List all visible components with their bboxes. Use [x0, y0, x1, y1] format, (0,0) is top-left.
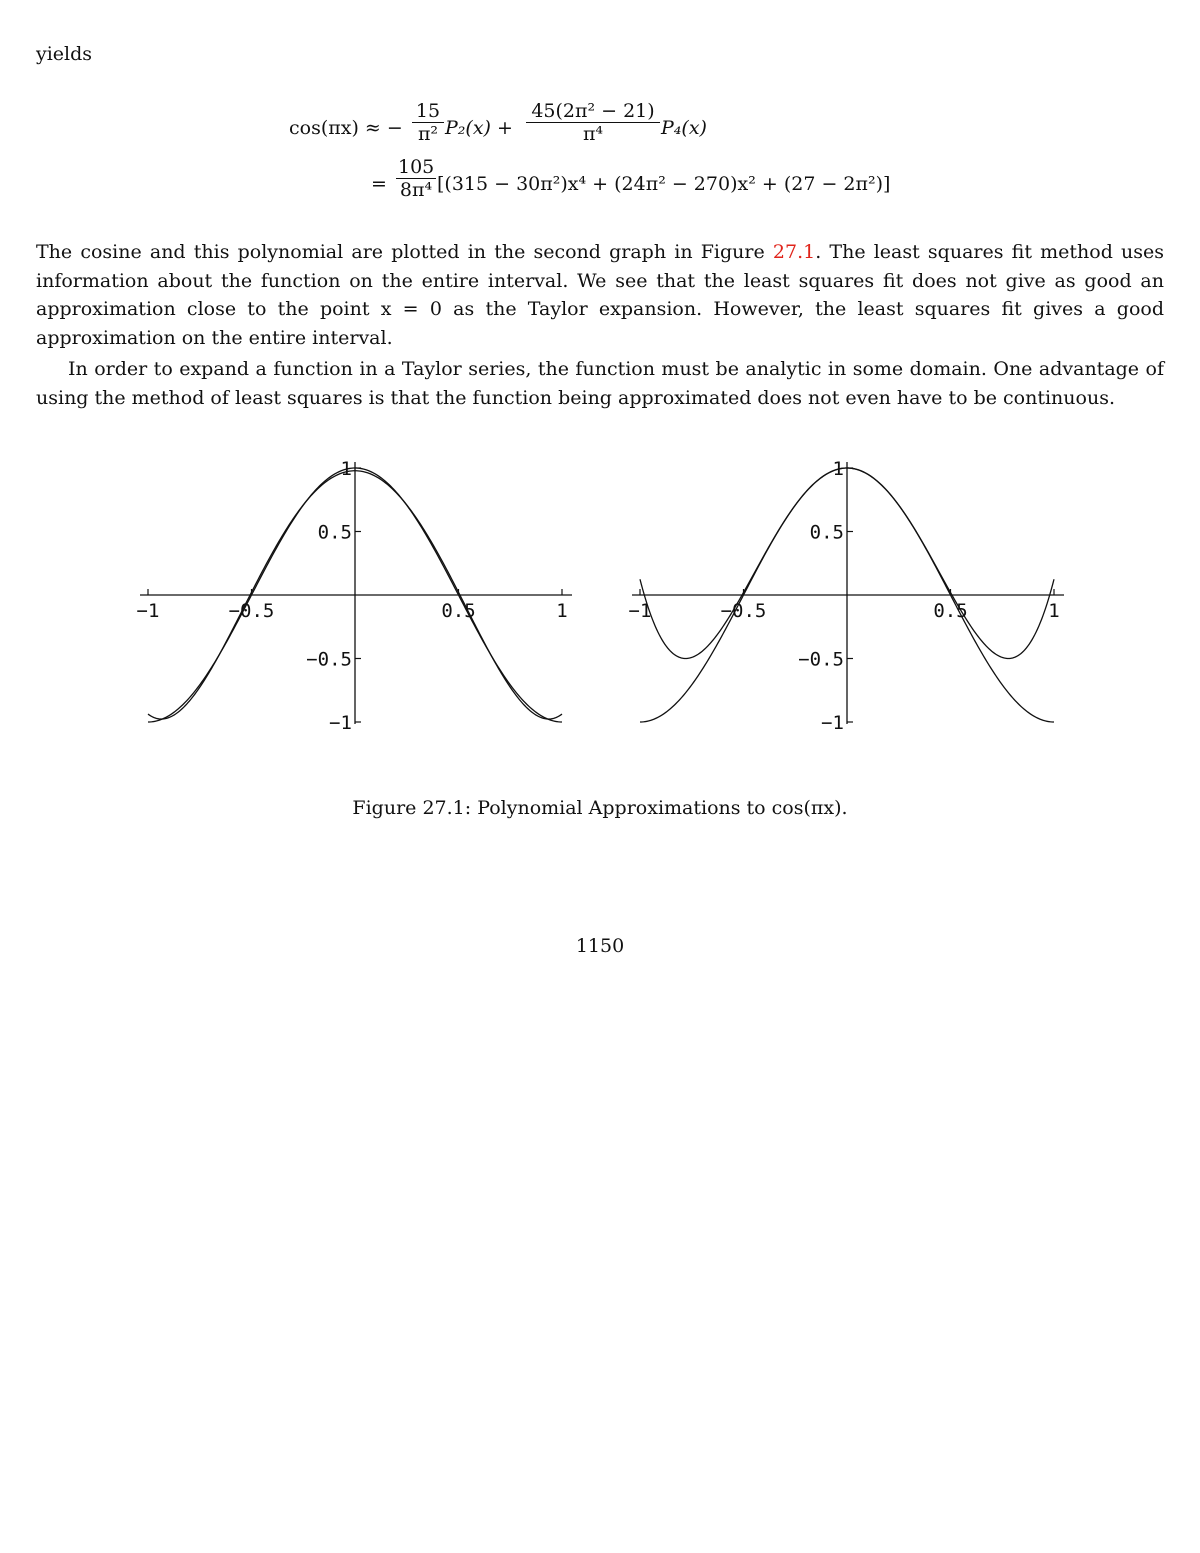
y-tick-label: −1 — [329, 712, 352, 734]
fraction-1-numerator: 15 — [415, 100, 441, 122]
fraction-3-numerator: 105 — [398, 156, 435, 178]
equation-fraction-3 — [396, 156, 436, 201]
y-tick-label: 1 — [832, 458, 844, 480]
paragraph-2: In order to expand a function in a Taylor series, the function must be analytic in some domain. One advantage of using the method of least squares is that the function being approximated does not even have to be continuous. — [36, 358, 1164, 409]
equation-term-2: P₄(x) — [661, 117, 707, 139]
equation-equals: = — [371, 173, 387, 195]
equation-fraction-1 — [412, 100, 444, 145]
figure-reference-link[interactable]: 27.1 — [772, 241, 816, 263]
x-tick-label: −0.5 — [720, 600, 767, 622]
figure-plots — [0, 440, 1200, 760]
x-tick-label: −1 — [136, 600, 160, 622]
y-tick-label: −0.5 — [798, 648, 844, 671]
x-tick-label: 0.5 — [441, 600, 476, 622]
x-tick-label: 1 — [556, 600, 568, 622]
y-tick-label: −0.5 — [306, 648, 352, 671]
paragraph-1-text-b: . The least squares fit method uses information about the function on the entire interval. We see that the least squares fit does not give as good an approximation close to the point x = 0 as the Taylor expansion. However, the least squares fit gives a good approximation on the entire interval. — [36, 241, 1164, 349]
y-tick-label: −1 — [821, 712, 844, 734]
y-tick-label: 1 — [340, 458, 352, 480]
equation-lhs: cos(πx) ≈ − — [289, 117, 403, 139]
y-tick-label: 0.5 — [809, 521, 844, 544]
x-tick-label: −1 — [628, 600, 652, 622]
fraction-3-denominator: 8π⁴ — [399, 179, 433, 201]
fraction-2-numerator: 45(2π² − 21) — [531, 100, 655, 122]
plot-left — [137, 458, 572, 734]
x-tick-label: 0.5 — [933, 600, 968, 622]
equation-fraction-2 — [526, 100, 660, 145]
fraction-1-denominator: π² — [417, 123, 439, 145]
intro-word: yields — [36, 43, 93, 65]
page-number: 1150 — [575, 935, 625, 957]
paragraph-1-text-a: The cosine and this polynomial are plotted in the second graph in Figure — [36, 241, 773, 263]
equation-term-3: [(315 − 30π²)x⁴ + (24π² − 270)x² + (27 − 2π²)] — [437, 173, 891, 195]
x-tick-label: 1 — [1048, 600, 1060, 622]
figure-caption: Figure 27.1: Polynomial Approximations to cos(πx). — [352, 797, 848, 819]
fraction-2-denominator: π⁴ — [582, 123, 604, 145]
paragraph-1 — [36, 238, 1164, 352]
equation-term-1: P₂(x) + — [445, 117, 513, 139]
y-tick-label: 0.5 — [317, 521, 352, 544]
plot-right — [629, 458, 1064, 734]
x-tick-label: −0.5 — [228, 600, 275, 622]
